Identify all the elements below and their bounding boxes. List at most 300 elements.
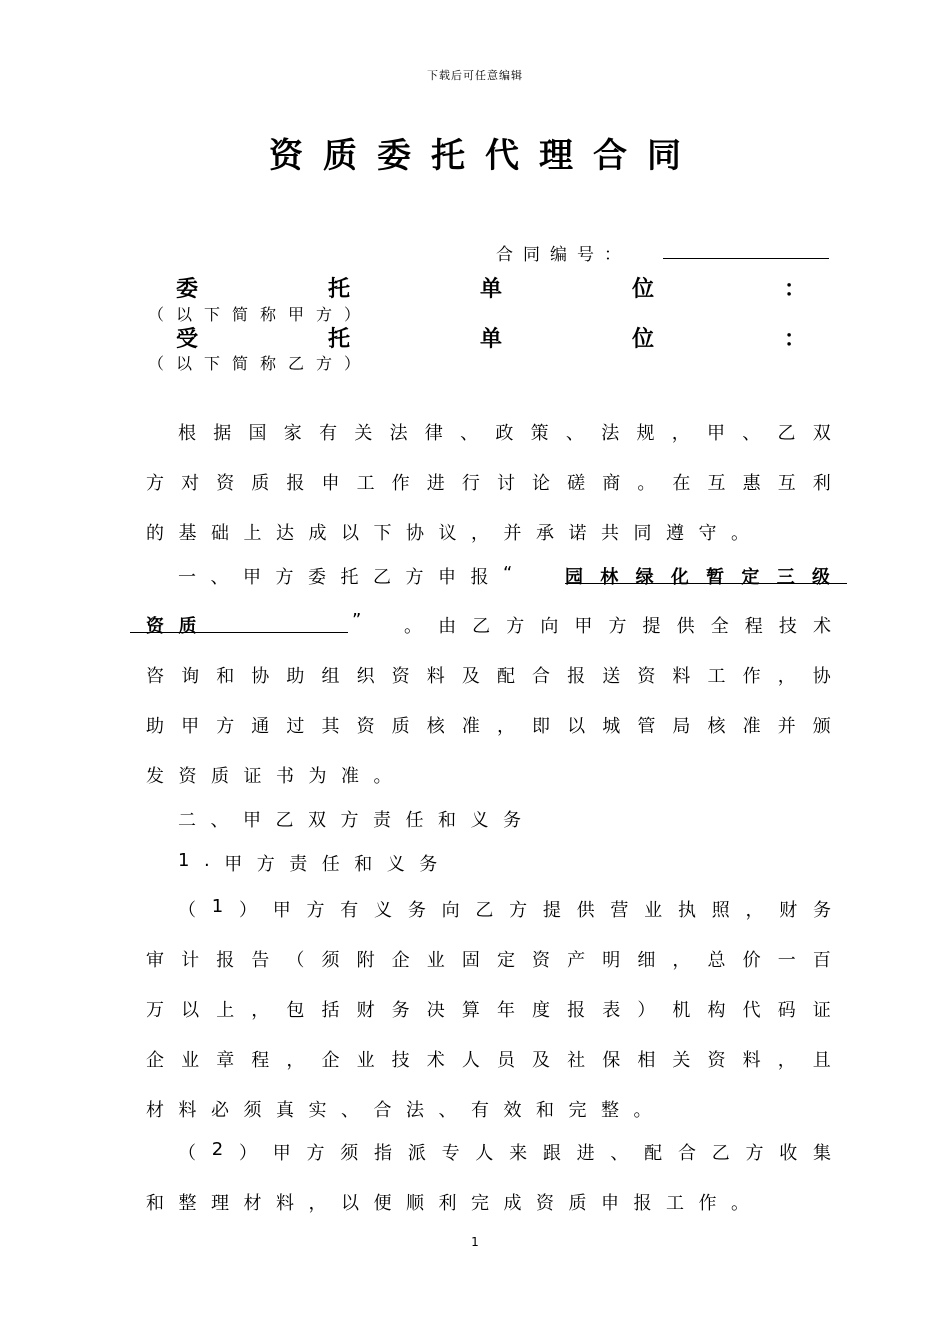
- text-char: 助: [146, 716, 164, 737]
- text-char: 咨: [146, 666, 164, 687]
- text-char: 询: [181, 666, 200, 687]
- text-char: 固: [461, 950, 480, 971]
- text-char: 和: [536, 1100, 554, 1121]
- text-char: 报: [470, 567, 489, 588]
- text-char: 保: [602, 1050, 621, 1071]
- text-char: 企: [391, 950, 410, 971]
- text-char: 质: [391, 716, 410, 737]
- text-char: 甲: [272, 1143, 291, 1164]
- text-char: 法: [601, 423, 620, 444]
- text-char: 审: [146, 950, 164, 971]
- contract-number-blank: [663, 258, 829, 259]
- text-char: 进: [426, 473, 445, 494]
- text-char: 人: [461, 1050, 480, 1071]
- text-char: 资: [216, 473, 235, 494]
- text-char: 括: [321, 1000, 340, 1021]
- text-char: 基: [178, 523, 197, 544]
- party-a-note: （以下简称甲方）: [148, 305, 373, 324]
- text-char: 关: [354, 423, 373, 444]
- text-char: 托: [340, 567, 359, 588]
- text-char: 二: [178, 810, 196, 831]
- text-char: 技: [391, 1050, 410, 1071]
- text-char: 章: [216, 1050, 235, 1071]
- text-char: 在: [672, 473, 691, 494]
- text-char: 料: [742, 1050, 761, 1071]
- text-char: 林: [600, 567, 619, 588]
- text-char: 派: [407, 1143, 426, 1164]
- text-char: 向: [441, 900, 460, 921]
- text-char: 材: [146, 1100, 164, 1121]
- text-char: 过: [286, 716, 305, 737]
- text-char: 方: [216, 716, 235, 737]
- body-line: [146, 762, 831, 788]
- text-char: 任: [405, 810, 424, 831]
- text-char: 规: [636, 423, 655, 444]
- text-char: 园: [565, 567, 583, 588]
- text-char: 务: [407, 900, 426, 921]
- text-char: 甲: [243, 567, 261, 588]
- text-char: 议: [438, 523, 457, 544]
- text-char: 收: [779, 1143, 798, 1164]
- text-char: 质: [211, 766, 229, 787]
- text-char: 通: [251, 716, 270, 737]
- text-char: 业: [181, 1050, 200, 1071]
- closing-quote: [352, 610, 372, 631]
- text-char: 。: [373, 766, 392, 787]
- text-char: 其: [321, 716, 340, 737]
- text-char: ，: [745, 900, 764, 921]
- text-char: 甲: [574, 616, 593, 637]
- header-note: 下载后可任意编辑: [427, 69, 523, 82]
- text-char: 核: [707, 716, 726, 737]
- text-char: 申: [321, 473, 340, 494]
- text-char: 商: [602, 473, 621, 494]
- text-char: 工: [356, 473, 375, 494]
- text-char: 义: [386, 854, 405, 875]
- text-char: 相: [637, 1050, 656, 1071]
- text-char: 资: [536, 1193, 554, 1214]
- text-char: 守: [698, 523, 717, 544]
- text-char: 须: [321, 950, 340, 971]
- text-char: 企: [146, 1050, 164, 1071]
- text-char: 须: [340, 1143, 359, 1164]
- text-char: 并: [777, 716, 796, 737]
- text-char: 资: [356, 716, 375, 737]
- text-char: 真: [276, 1100, 294, 1121]
- text-char: 准: [341, 766, 359, 787]
- text-char: 料: [426, 666, 445, 687]
- text-char: 、: [742, 423, 761, 444]
- text-char: 代: [742, 1000, 761, 1021]
- text-char: 根: [178, 423, 196, 444]
- text-char: 配: [496, 666, 515, 687]
- text-char: 以: [567, 716, 586, 737]
- text-char: 且: [812, 1050, 831, 1071]
- text-char: 管: [637, 716, 656, 737]
- text-char: 企: [321, 1050, 340, 1071]
- text-char: 为: [308, 766, 327, 787]
- body-line: [146, 662, 831, 688]
- text-char: 合: [677, 1143, 696, 1164]
- text-char: 产: [567, 950, 586, 971]
- text-char: 论: [532, 473, 551, 494]
- text-char: 和: [146, 1193, 164, 1214]
- text-char: 工: [666, 1193, 684, 1214]
- text-char: 局: [672, 716, 691, 737]
- text-char: 任: [321, 854, 340, 875]
- text-char: 业: [644, 900, 663, 921]
- text-char: 报: [286, 473, 305, 494]
- text-char: 效: [503, 1100, 522, 1121]
- text-char: 方: [509, 900, 528, 921]
- text-char: 法: [389, 423, 408, 444]
- text-char: ，: [471, 523, 489, 544]
- body-line: [146, 469, 831, 495]
- body-line: [178, 896, 831, 922]
- text-char: ，: [251, 1000, 270, 1021]
- text-char: 法: [406, 1100, 424, 1121]
- text-char: 百: [812, 950, 831, 971]
- text-char: 及: [532, 1050, 551, 1071]
- text-char: 。: [633, 1100, 652, 1121]
- text-char: 质: [178, 616, 197, 637]
- text-char: 的: [146, 523, 164, 544]
- text-char: ”: [352, 610, 362, 631]
- text-char: 责: [373, 810, 391, 831]
- text-char: 。: [404, 616, 422, 637]
- section-2-1-heading: [178, 850, 831, 876]
- text-char: 指: [374, 1143, 393, 1164]
- text-char: 互: [777, 473, 796, 494]
- text-char: 上: [216, 1000, 235, 1021]
- text-char: 、: [610, 1143, 629, 1164]
- text-char: 、: [460, 423, 479, 444]
- text-char: 方: [745, 1143, 764, 1164]
- text-char: 方: [340, 810, 359, 831]
- text-char: 及: [461, 666, 480, 687]
- text-char: 实: [308, 1100, 327, 1121]
- text-char: 计: [181, 950, 200, 971]
- text-char: 进: [576, 1143, 595, 1164]
- text-char: 遵: [666, 523, 684, 544]
- text-char: 。: [731, 1193, 749, 1214]
- text-char: ，: [308, 1193, 327, 1214]
- text-char: 磋: [567, 473, 586, 494]
- text-char: 成: [308, 523, 327, 544]
- text-char: 供: [676, 616, 695, 637]
- text-char: ）: [238, 900, 257, 921]
- text-char: 作: [742, 666, 761, 687]
- text-char: 务: [503, 810, 521, 831]
- text-char: 提: [542, 900, 561, 921]
- text-char: 、: [210, 567, 229, 588]
- text-char: 双: [308, 810, 326, 831]
- text-char: 乙: [475, 900, 494, 921]
- text-char: 、: [210, 810, 229, 831]
- text-char: 甲: [706, 423, 725, 444]
- text-char: 双: [812, 423, 831, 444]
- text-char: 务: [813, 900, 831, 921]
- text-char: 关: [672, 1050, 691, 1071]
- text-char: 财: [779, 900, 798, 921]
- text-char: 共: [601, 523, 619, 544]
- party-b-note: （以下简称乙方）: [148, 354, 373, 373]
- body-line: [146, 712, 831, 738]
- body-line: [146, 946, 831, 972]
- text-char: （: [178, 900, 196, 921]
- body-line: [146, 996, 831, 1022]
- text-char: 人: [475, 1143, 494, 1164]
- text-char: 甲: [243, 810, 261, 831]
- qualification-name-cont: [146, 612, 226, 638]
- text-char: 律: [424, 423, 443, 444]
- text-char: 方: [306, 1143, 325, 1164]
- text-char: 乙: [777, 423, 796, 444]
- text-char: 乙: [711, 1143, 730, 1164]
- text-char: 合: [532, 666, 551, 687]
- text-char: 质: [251, 473, 270, 494]
- text-char: 须: [243, 1100, 262, 1121]
- text-char: 国: [248, 423, 267, 444]
- text-char: 以: [341, 523, 359, 544]
- text-char: 供: [576, 900, 595, 921]
- text-char: 资: [391, 666, 410, 687]
- section-2-heading: [178, 806, 831, 832]
- text-char: 化: [670, 567, 689, 588]
- qualification-name: [565, 563, 830, 589]
- text-char: 方: [405, 567, 424, 588]
- text-char: 照: [711, 900, 730, 921]
- text-char: 向: [540, 616, 559, 637]
- text-char: 据: [213, 423, 232, 444]
- text-char: 义: [374, 900, 393, 921]
- text-char: 料: [276, 1193, 294, 1214]
- text-char: ，: [672, 950, 691, 971]
- text-char: 义: [470, 810, 489, 831]
- text-char: 和: [438, 810, 456, 831]
- text-char: 术: [426, 1050, 445, 1071]
- text-char: 专: [441, 1143, 460, 1164]
- text-char: 三: [776, 567, 795, 588]
- text-char: 织: [356, 666, 375, 687]
- text-char: ，: [777, 666, 796, 687]
- text-char: 对: [181, 473, 200, 494]
- body-line: [178, 419, 831, 445]
- text-char: 。: [637, 473, 656, 494]
- text-char: 社: [567, 1050, 586, 1071]
- text-char: 以: [181, 1000, 200, 1021]
- text-char: 策: [530, 423, 549, 444]
- text-char: 组: [321, 666, 340, 687]
- text-char: 以: [341, 1193, 359, 1214]
- text-char: ）: [637, 1000, 656, 1021]
- clause-1-intro: [178, 563, 568, 589]
- body-line: [146, 1046, 831, 1072]
- text-char: 配: [644, 1143, 663, 1164]
- text-char: 城: [602, 716, 621, 737]
- text-char: 细: [637, 950, 656, 971]
- text-char: 申: [438, 567, 456, 588]
- text-char: 有: [319, 423, 338, 444]
- text-char: 由: [438, 616, 457, 637]
- text-char: 利: [812, 473, 831, 494]
- text-char: 定: [496, 950, 515, 971]
- text-char: 表: [602, 1000, 621, 1021]
- text-char: 营: [610, 900, 629, 921]
- text-char: 方: [608, 616, 627, 637]
- qualification-underline-2: [130, 632, 348, 633]
- text-char: 础: [211, 523, 229, 544]
- text-char: 并: [503, 523, 522, 544]
- text-char: 明: [602, 950, 621, 971]
- text-char: 证: [812, 1000, 831, 1021]
- text-char: 提: [642, 616, 661, 637]
- text-char: 行: [461, 473, 480, 494]
- text-char: 财: [356, 1000, 375, 1021]
- document-title: 资质委托代理合同: [269, 136, 701, 176]
- text-char: 码: [777, 1000, 796, 1021]
- text-char: 证: [243, 766, 262, 787]
- text-char: 准: [461, 716, 480, 737]
- text-char: 便: [373, 1193, 392, 1214]
- text-char: 执: [677, 900, 696, 921]
- text-char: 有: [340, 900, 359, 921]
- text-char: 同: [633, 523, 652, 544]
- text-char: 资: [532, 950, 551, 971]
- text-char: 讨: [496, 473, 515, 494]
- text-char: 材: [243, 1193, 262, 1214]
- text-char: 和: [354, 854, 373, 875]
- text-char: 政: [495, 423, 514, 444]
- text-char: 包: [286, 1000, 305, 1021]
- text-char: 达: [276, 523, 294, 544]
- text-char: 跟: [542, 1143, 561, 1164]
- body-line: [146, 1189, 831, 1215]
- text-char: 作: [698, 1193, 717, 1214]
- text-char: 合: [373, 1100, 392, 1121]
- text-char: 一: [178, 567, 196, 588]
- text-char: 甲: [224, 854, 243, 875]
- text-char: 务: [391, 1000, 410, 1021]
- text-char: 方: [506, 616, 525, 637]
- text-char: 资: [146, 616, 164, 637]
- text-char: 度: [532, 1000, 551, 1021]
- text-char: 、: [565, 423, 584, 444]
- text-char: 乙: [472, 616, 491, 637]
- text-char: 有: [471, 1100, 489, 1121]
- text-char: 2: [211, 1139, 224, 1160]
- text-char: 乙: [373, 567, 391, 588]
- text-char: 全: [710, 616, 729, 637]
- text-char: 员: [496, 1050, 515, 1071]
- text-char: 料: [672, 666, 691, 687]
- text-char: “: [503, 563, 513, 584]
- text-char: 方: [275, 567, 294, 588]
- text-char: 申: [601, 1193, 619, 1214]
- text-char: 工: [707, 666, 726, 687]
- text-char: 方: [146, 473, 164, 494]
- text-char: 、: [341, 1100, 359, 1121]
- text-char: 、: [438, 1100, 457, 1121]
- qualification-underline: [565, 583, 847, 584]
- text-char: 完: [568, 1100, 587, 1121]
- text-char: 万: [146, 1000, 164, 1021]
- text-char: 算: [461, 1000, 480, 1021]
- text-char: 上: [243, 523, 262, 544]
- text-char: 定: [741, 567, 760, 588]
- text-char: 利: [438, 1193, 457, 1214]
- text-char: 报: [633, 1193, 652, 1214]
- text-char: 协: [812, 666, 831, 687]
- text-char: ，: [777, 1050, 796, 1071]
- text-char: 方: [256, 854, 275, 875]
- text-char: 来: [509, 1143, 528, 1164]
- text-char: 决: [426, 1000, 445, 1021]
- text-char: 委: [308, 567, 326, 588]
- text-char: 总: [707, 950, 726, 971]
- page-number: 1: [471, 1235, 479, 1249]
- text-char: 理: [211, 1193, 229, 1214]
- text-char: 1: [178, 850, 190, 871]
- text-char: 。: [731, 523, 749, 544]
- text-char: 报: [567, 666, 586, 687]
- text-char: 报: [567, 1000, 586, 1021]
- text-char: 发: [146, 766, 164, 787]
- text-char: 业: [426, 950, 445, 971]
- text-char: 程: [744, 616, 763, 637]
- text-char: 承: [536, 523, 554, 544]
- text-char: 1: [211, 896, 224, 917]
- text-char: 互: [707, 473, 726, 494]
- text-char: 料: [178, 1100, 197, 1121]
- text-char: 年: [496, 1000, 515, 1021]
- text-char: 甲: [181, 716, 200, 737]
- text-char: 书: [276, 766, 294, 787]
- text-char: 报: [216, 950, 235, 971]
- contract-number-label: 合同编号：: [496, 245, 631, 265]
- text-char: ，: [496, 716, 515, 737]
- text-char: 责: [289, 854, 308, 875]
- text-char: 协: [406, 523, 424, 544]
- text-char: 绿: [635, 567, 654, 588]
- text-char: 价: [742, 950, 761, 971]
- text-char: 资: [178, 766, 197, 787]
- text-char: ，: [286, 1050, 305, 1071]
- text-char: 级: [811, 567, 830, 588]
- text-char: 整: [178, 1193, 197, 1214]
- text-char: 务: [419, 854, 438, 875]
- text-char: 质: [568, 1193, 587, 1214]
- text-char: 完: [471, 1193, 489, 1214]
- text-char: 告: [251, 950, 270, 971]
- text-char: 诺: [568, 523, 587, 544]
- text-char: .: [203, 850, 210, 871]
- text-char: 方: [306, 900, 325, 921]
- text-char: 下: [373, 523, 392, 544]
- text-char: 作: [391, 473, 410, 494]
- text-char: 和: [216, 666, 235, 687]
- text-char: 顺: [406, 1193, 424, 1214]
- text-char: 一: [777, 950, 796, 971]
- body-line: [178, 1139, 831, 1165]
- text-char: 即: [532, 716, 551, 737]
- text-char: 必: [211, 1100, 229, 1121]
- text-char: 机: [672, 1000, 691, 1021]
- text-char: （: [286, 950, 305, 971]
- text-char: 成: [503, 1193, 522, 1214]
- text-char: 资: [707, 1050, 726, 1071]
- text-char: 程: [251, 1050, 270, 1071]
